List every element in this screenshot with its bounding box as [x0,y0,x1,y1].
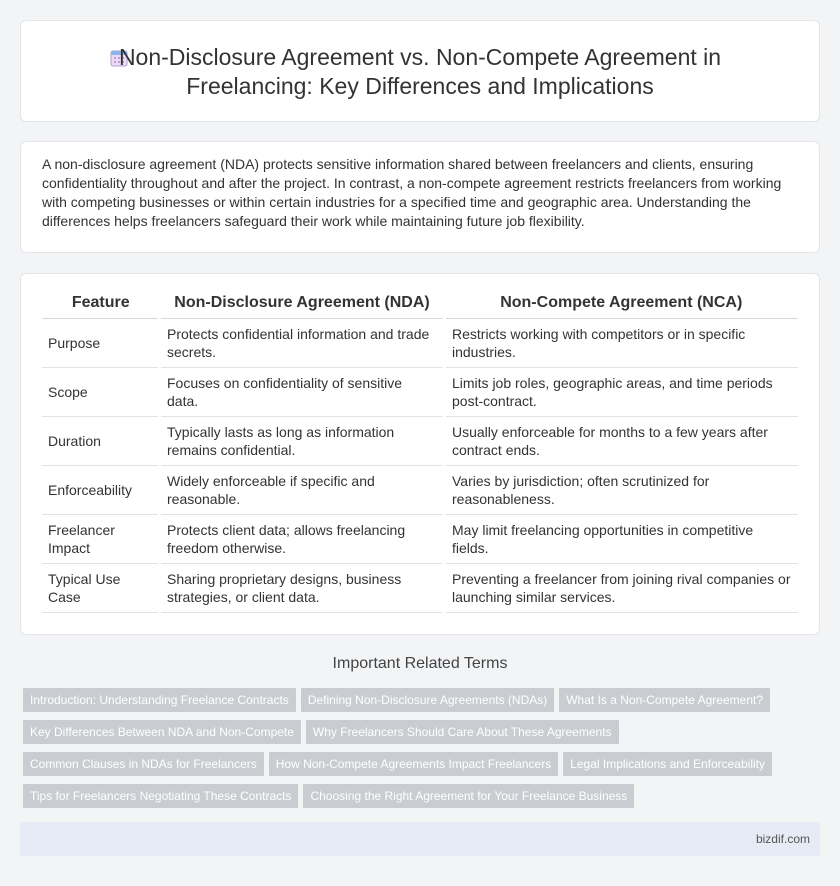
table-row [42,515,798,564]
header-nca: Non-Compete Agreement (NCA) [445,294,799,319]
intro-card [20,141,820,253]
related-terms-row [23,688,813,720]
feature-cell: Enforceability [42,466,160,515]
table-row [42,319,798,368]
nda-cell: Typically lasts as long as information remains confidential. [160,417,445,466]
table-row [42,564,798,613]
nda-cell: Focuses on confidentiality of sensitive data. [160,368,445,417]
comparison-table [42,294,798,613]
table-row [42,417,798,466]
footer [20,822,820,856]
feature-cell: Duration [42,417,160,466]
related-term-link[interactable]: Introduction: Understanding Freelance Contracts [23,688,296,712]
table-row [42,466,798,515]
related-terms-row [23,752,813,784]
related-term-link[interactable]: Why Freelancers Should Care About These Agreements [306,720,619,744]
nca-cell: May limit freelancing opportunities in competitive fields. [445,515,799,564]
header-nda: Non-Disclosure Agreement (NDA) [160,294,445,319]
nda-cell: Widely enforceable if specific and reasonable. [160,466,445,515]
page-title-line-1: Non-Disclosure Agreement vs. Non-Compete Agreement in [118,44,722,70]
nca-cell: Limits job roles, geographic areas, and time periods post-contract. [445,368,799,417]
related-terms-row [23,720,813,752]
comparison-card [20,273,820,635]
table-row [42,368,798,417]
nda-cell: Protects client data; allows freelancing freedom otherwise. [160,515,445,564]
related-terms-list [23,688,813,816]
related-term-link[interactable]: Choosing the Right Agreement for Your Freelance Business [303,784,634,808]
nda-cell: Sharing proprietary designs, business strategies, or client data. [160,564,445,613]
related-term-link[interactable]: Tips for Freelancers Negotiating These Contracts [23,784,298,808]
related-term-link[interactable]: What Is a Non-Compete Agreement? [559,688,770,712]
header-card [20,20,820,122]
related-term-link[interactable]: How Non-Compete Agreements Impact Freelancers [269,752,558,776]
feature-cell: Typical Use Case [42,564,160,613]
feature-cell: Purpose [42,319,160,368]
table-header-row [42,294,798,319]
page-title-line-2: Freelancing: Key Differences and Implications [186,73,654,99]
page-title [21,43,819,101]
nca-cell: Preventing a freelancer from joining rival companies or launching similar services. [445,564,799,613]
nda-cell: Protects confidential information and trade secrets. [160,319,445,368]
footer-site[interactable]: bizdif.com [755,832,810,846]
related-term-link[interactable]: Key Differences Between NDA and Non-Compete [23,720,301,744]
header-feature: Feature [42,294,160,319]
nca-cell: Usually enforceable for months to a few years after contract ends. [445,417,799,466]
feature-cell: Scope [42,368,160,417]
nca-cell: Varies by jurisdiction; often scrutinized for reasonableness. [445,466,799,515]
related-terms-row [23,784,813,816]
feature-cell: Freelancer Impact [42,515,160,564]
related-term-link[interactable]: Defining Non-Disclosure Agreements (NDAs) [301,688,554,712]
related-term-link[interactable]: Common Clauses in NDAs for Freelancers [23,752,264,776]
related-terms-title: Important Related Terms [332,655,508,672]
nca-cell: Restricts working with competitors or in specific industries. [445,319,799,368]
intro-text: A non-disclosure agreement (NDA) protects sensitive information shared between freelancers and clients, ensuring confidentiality throughout and after the project. In contrast, a non-compete agreement restricts freelancers from working with competing businesses or within certain industries for a specified time and geographic area. Understanding the differences helps freelancers safeguard their work while maintaining future job flexibility. [42,156,782,229]
related-term-link[interactable]: Legal Implications and Enforceability [563,752,772,776]
